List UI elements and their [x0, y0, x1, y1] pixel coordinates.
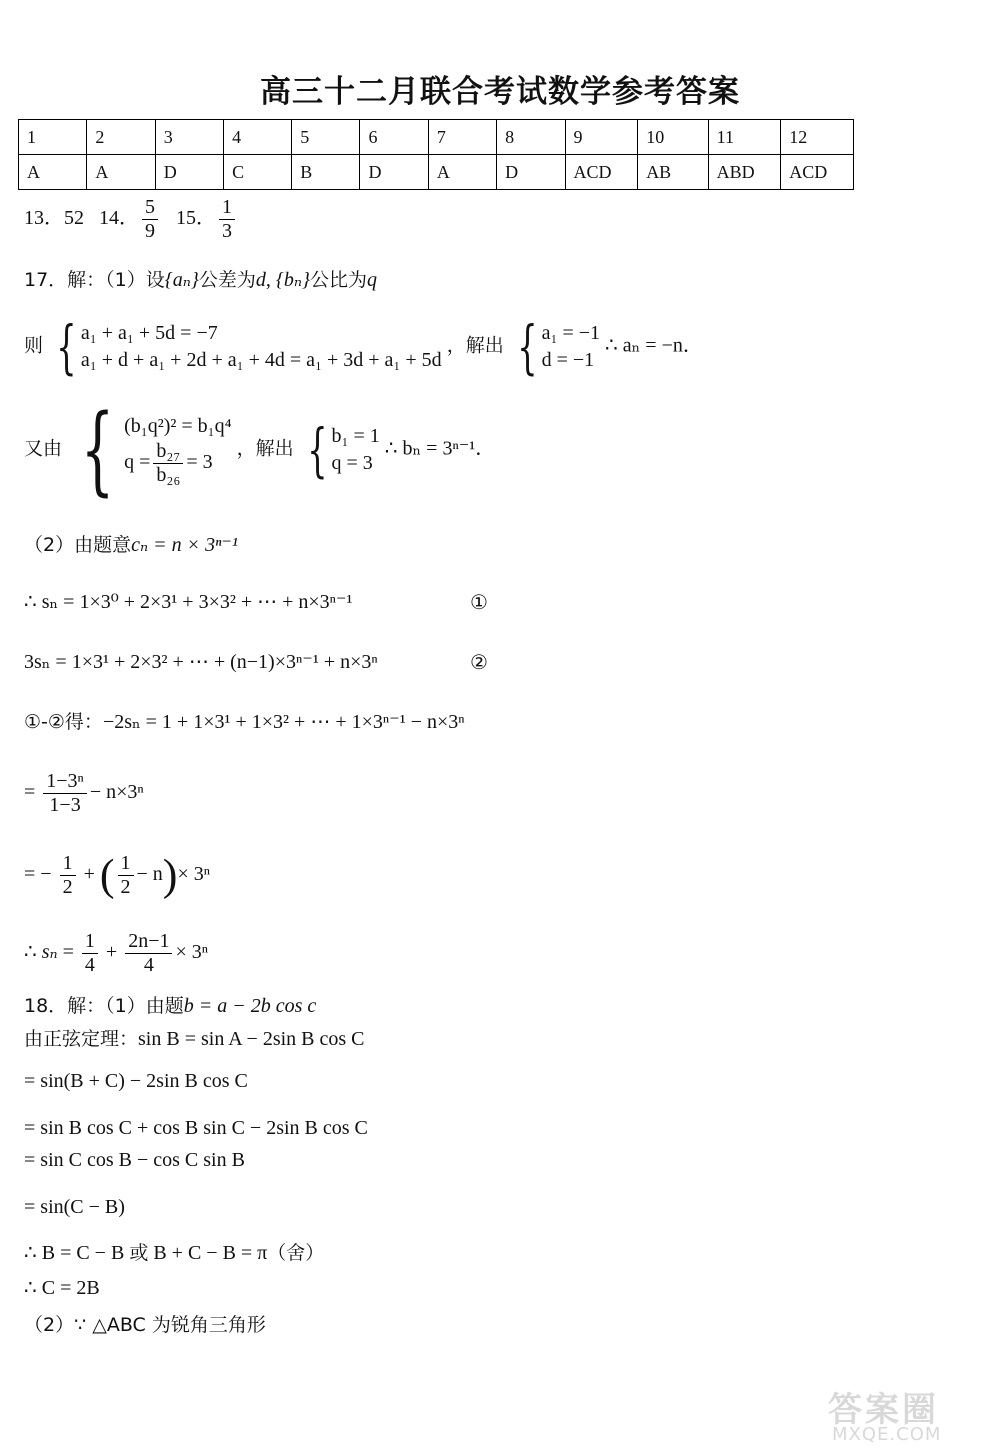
fraction-numerator: 1 [60, 852, 76, 876]
answer-cell: AB [638, 155, 708, 190]
b27-over-b26-fraction [153, 440, 183, 487]
q18-line-5 [24, 1241, 324, 1265]
system-2-row-1: (b₁q²)² = b₁q⁴ [124, 415, 232, 437]
equation-2: 3sₙ = 1×3¹ + 2×3² + ⋯ + (n−1)×3ⁿ⁻¹ + n×3ⁿ [24, 651, 378, 673]
step-1-line: = $\frac{\text{1−3ⁿ}}{1-3}$ − n×3ⁿ [24, 770, 144, 816]
question-number-cell: 5 [292, 120, 360, 155]
fraction-denominator: 1−3 [49, 794, 81, 816]
q17-solve-label: ，解出 [446, 334, 504, 357]
final-sn-line: ∴ sₙ = $\frac{1}{4}$ + $\frac{2n-1}{4}$ × 3ⁿ [24, 930, 209, 976]
equation-1: ∴ sₙ = 1×3⁰ + 2×3¹ + 3×3² + ⋯ + n×3ⁿ⁻¹ [24, 591, 353, 613]
fraction-denominator: 2 [120, 876, 131, 898]
answer-cell: A [428, 155, 496, 190]
final-fraction [125, 930, 172, 977]
q14-fraction [142, 196, 158, 243]
q18-heading-text: 18．解：（1）由题 [24, 995, 184, 1017]
q18-line-5-note: （舍） [267, 1242, 325, 1264]
q18-line-3: = sin C cos B − cos C sin B [24, 1149, 245, 1171]
system-2-row-2-left: q = [124, 451, 151, 474]
page-title: 高三十二月联合考试数学参考答案 [260, 74, 740, 110]
fraction-denominator: b₂₆ [156, 464, 181, 486]
q18-line-4: = sin(C − B) [24, 1196, 125, 1218]
answer-cell: D [155, 155, 223, 190]
fill-in-answers [24, 196, 238, 243]
question-number-cell: 2 [87, 120, 155, 155]
fraction-numerator: b₂₇ [153, 440, 183, 464]
fraction-denominator: 4 [143, 954, 154, 976]
q14-numerator: 5 [142, 196, 158, 220]
difference-line [24, 710, 465, 734]
q14-denominator: 9 [145, 220, 155, 242]
q17-heading: 17．解：（1）设{aₙ}公差为d, {bₙ}公比为q [24, 269, 378, 291]
q13-answer: 13．52 [24, 207, 84, 230]
q17-solve-label-2: ，解出 [236, 437, 294, 460]
question-number-cell: 6 [360, 120, 428, 155]
q15-fraction [219, 196, 235, 243]
q15-denominator: 3 [222, 220, 232, 242]
sine-rule-expr: sin B = sin A − 2sin B cos C [138, 1028, 365, 1050]
question-number-cell: 11 [708, 120, 781, 155]
system-2-row-2-right: = 3 [186, 451, 213, 474]
q17-setup-end: 公比为 [310, 269, 368, 291]
q18-part2: （2）∵ △ABC 为锐角三角形 [24, 1314, 266, 1336]
answer-cell: ABD [708, 155, 781, 190]
q17-result-bn: ∴ bₙ = 3ⁿ⁻¹． [384, 437, 496, 460]
system-1-row-2: a₁ + d + a₁ + 2d + a₁ + 4d = a₁ + 3d + a₁ + 5d [80, 349, 442, 371]
question-number-cell: 8 [497, 120, 565, 155]
answer-table [18, 119, 854, 190]
question-number-cell: 9 [565, 120, 638, 155]
solution-1-row-1: a₁ = −1 [541, 322, 601, 344]
difference-label: ①-②得： [24, 711, 103, 733]
half-fraction [60, 852, 76, 899]
system-2-row-2 [124, 440, 232, 487]
geometric-sum-fraction [43, 770, 87, 817]
system-1-row-1: a₁ + a₁ + 5d = −7 [80, 322, 218, 344]
q17-also-label: 又由 [24, 437, 63, 460]
q17-part2-label: （2）由题意 [24, 534, 132, 556]
fraction-denominator: 4 [84, 954, 95, 976]
difference-expr: −2sₙ = 1 + 1×3¹ + 1×3² + ⋯ + 1×3ⁿ⁻¹ − n×3ⁿ [102, 711, 465, 733]
q18-line-5-a: ∴ B = C − B [24, 1242, 125, 1264]
q17-system-2 [67, 394, 232, 506]
answer-cell: B [292, 155, 360, 190]
fraction-numerator: 1−3ⁿ [43, 770, 87, 794]
q14-label: 14． [99, 207, 139, 230]
q18-heading-expr: b = a − 2b cos c [183, 995, 317, 1017]
left-brace-icon: { [306, 416, 328, 484]
question-number-cell: 10 [638, 120, 708, 155]
q17-then-label: 则 [24, 334, 44, 357]
q17-solution-1 [509, 313, 601, 381]
answer-cell: A [19, 155, 87, 190]
fraction-numerator: 1 [82, 930, 98, 954]
step-1-tail: − n×3ⁿ [89, 781, 144, 804]
q15-label: 15． [176, 207, 216, 230]
q17-heading-text: 17．解：（1）设 [24, 269, 165, 291]
q18-line-5-or: 或 [129, 1242, 149, 1264]
watermark-text: 答案圈 [828, 1390, 939, 1430]
question-number-cell: 4 [224, 120, 292, 155]
q18-line-6: ∴ C = 2B [24, 1277, 100, 1299]
watermark-url: MXQE.COM [832, 1424, 942, 1445]
q17-system-1 [48, 313, 442, 381]
half-fraction-inner [118, 852, 134, 899]
left-paren: ( [99, 850, 115, 900]
q17-part2-expr: cₙ = n × 3ⁿ⁻¹ [131, 534, 238, 556]
left-brace-icon: { [80, 394, 115, 506]
quarter-fraction [82, 930, 98, 977]
right-paren: ) [162, 850, 178, 900]
question-number-cell: 12 [781, 120, 854, 155]
q17-result-an: ∴ aₙ = −n． [605, 334, 703, 357]
answer-cell: D [360, 155, 428, 190]
fraction-denominator: 2 [62, 876, 73, 898]
left-brace-icon: { [56, 313, 77, 381]
q17-part2-line [24, 533, 238, 557]
watermark-logo [828, 1386, 988, 1446]
question-number-cell: 1 [19, 120, 87, 155]
q17-solution-2 [299, 416, 380, 484]
solution-2-row-2: q = 3 [331, 452, 373, 474]
final-tail: × 3ⁿ [175, 941, 209, 964]
q18-heading [24, 994, 316, 1018]
sine-rule-label: 由正弦定理： [24, 1028, 139, 1050]
answer-cell: ACD [781, 155, 854, 190]
answer-cell: A [87, 155, 155, 190]
step-2-inner: − n [136, 863, 163, 886]
solution-1-row-2: d = −1 [541, 349, 595, 371]
q17-system-2-line [24, 394, 496, 506]
q18-line-5-b: B + C − B = π [153, 1242, 268, 1264]
step-2-tail: × 3ⁿ [177, 863, 211, 886]
step-2-line: = − $\frac{1}{2}$ + ( $\frac{1}{2}$ − n)× 3ⁿ [24, 850, 211, 900]
answer-table-answer-row [19, 155, 854, 190]
q15-numerator: 1 [219, 196, 235, 220]
solution-2-row-1: b₁ = 1 [331, 425, 380, 447]
q17-setup-mid: 公差为 [198, 269, 256, 291]
question-number-cell: 3 [155, 120, 223, 155]
equation-1-marker: ① [470, 590, 488, 614]
q18-line-2: = sin B cos C + cos B sin C − 2sin B cos C [24, 1117, 368, 1139]
left-brace-icon: { [517, 313, 538, 381]
fraction-numerator: 2n−1 [125, 930, 172, 954]
answer-cell: D [497, 155, 565, 190]
question-number-cell: 7 [428, 120, 496, 155]
q18-sine-rule [24, 1027, 365, 1051]
fraction-numerator: 1 [118, 852, 134, 876]
answer-table-number-row [19, 120, 854, 155]
q17-system-1-line [24, 313, 703, 381]
answer-cell: ACD [565, 155, 638, 190]
q18-line-1: = sin(B + C) − 2sin B cos C [24, 1070, 248, 1092]
answer-cell: C [224, 155, 292, 190]
equation-2-marker: ② [470, 650, 488, 674]
